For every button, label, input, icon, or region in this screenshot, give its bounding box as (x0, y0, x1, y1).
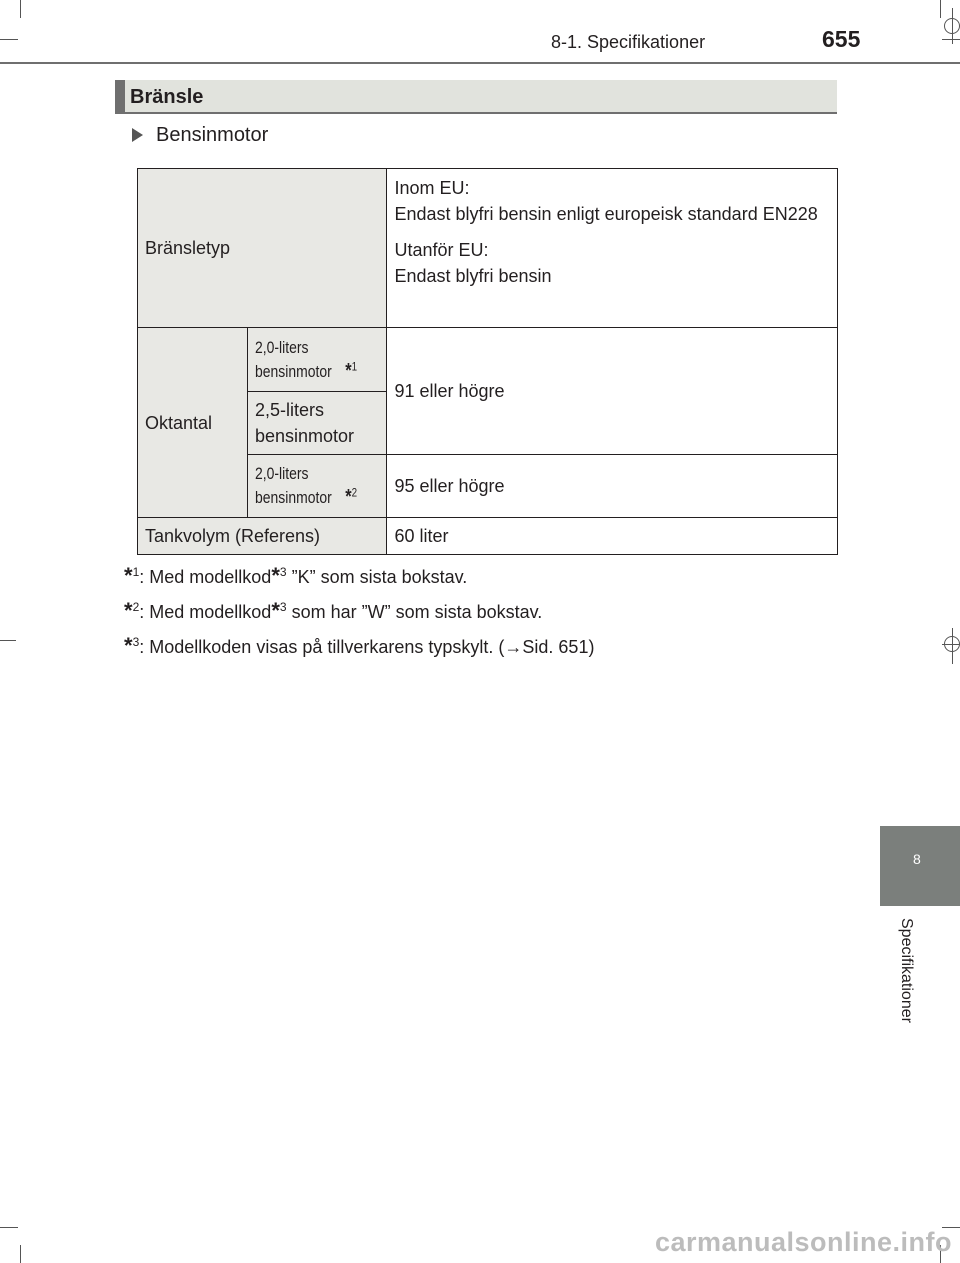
crop-mark (0, 1227, 18, 1228)
eu-title: Inom EU: (394, 178, 470, 198)
octane-engine-cell (248, 328, 387, 392)
footnote-ref: 3 (279, 565, 287, 579)
triangle-bullet-icon (132, 128, 143, 142)
section-heading-bar (115, 80, 125, 112)
non-eu-title: Utanför EU: (394, 240, 489, 260)
footnote-text: som har ”W” som sista bokstav. (286, 602, 543, 622)
footnote-ref: 2 (351, 485, 358, 500)
engine-label (255, 336, 357, 384)
octane-engine-cell (248, 392, 387, 455)
table-row (138, 518, 838, 555)
chapter-label-text: Specifikationer (898, 918, 915, 1023)
engine-label (255, 462, 357, 510)
fuel-spec-table (137, 168, 838, 555)
octane-label-text: Oktantal (145, 412, 213, 433)
engine-name: 2,0-liters bensinmotor (255, 464, 332, 507)
footnote-star: * (271, 598, 280, 623)
footnote-star: * (124, 633, 133, 658)
footnote-text: : Modellkoden visas på tillverkarens typskylt. ( (139, 637, 505, 657)
octane-value: 91 eller högre (387, 328, 838, 455)
table-row (138, 169, 838, 328)
footnote-star: * (345, 486, 352, 508)
watermark: carmanualsonline.info (654, 1227, 952, 1257)
footnote-star: * (124, 563, 133, 588)
non-eu-text: Endast blyfri bensin (394, 266, 552, 286)
footnote-text: ”K” som sista bokstav. (286, 567, 468, 587)
fuel-type-label-text: Bränsletyp (145, 238, 231, 258)
page-reference-link[interactable]: Sid. 651) (522, 637, 595, 657)
footnote (124, 598, 542, 624)
crop-mark (952, 8, 953, 44)
chapter-tab[interactable] (880, 826, 960, 906)
footnote-ref: 1 (351, 358, 358, 373)
crop-mark (952, 628, 953, 664)
octane-label (138, 328, 248, 518)
header-section-title: 8-1. Specifikationer (551, 32, 706, 52)
footnote-star: * (271, 563, 280, 588)
arrow-right-icon: → (504, 637, 523, 657)
footnote-text: : Med modellkod (139, 567, 272, 587)
crop-mark (20, 1245, 21, 1263)
octane-engine-cell (248, 455, 387, 518)
fuel-type-value (387, 169, 838, 328)
fuel-type-label (138, 169, 387, 328)
footnote-text: : Med modellkod (139, 602, 272, 622)
tank-value: 60 liter (387, 518, 838, 555)
section-heading-label: Bränsle (130, 86, 204, 108)
footnote-star: * (124, 598, 133, 623)
footnote-mark: 1 (132, 565, 140, 579)
tank-label: Tankvolym (Referens) (138, 518, 387, 555)
crop-mark (942, 39, 960, 40)
octane-value: 95 eller högre (387, 455, 838, 518)
crop-mark (20, 0, 21, 18)
chapter-number: 8 (913, 851, 921, 867)
table-row (138, 328, 838, 392)
engine-name: 2,5-liters bensinmotor (255, 400, 355, 446)
footnote (124, 563, 467, 589)
footnote (124, 633, 594, 659)
engine-name: 2,0-liters bensinmotor (255, 337, 332, 381)
chapter-label (897, 918, 919, 1048)
subheading (132, 124, 268, 147)
footnote-star: * (345, 359, 352, 382)
section-heading (115, 80, 837, 114)
footnote-mark: 2 (132, 600, 140, 614)
header-divider (0, 62, 960, 64)
page-number: 655 (822, 26, 861, 52)
eu-text: Endast blyfri bensin enligt europeisk standard EN228 (394, 204, 818, 224)
subheading-label: Bensinmotor (156, 124, 269, 146)
crop-mark (940, 0, 941, 18)
crop-mark (0, 39, 18, 40)
footnote-ref: 3 (279, 600, 287, 614)
crop-mark (0, 640, 16, 641)
footnote-mark: 3 (132, 635, 140, 649)
